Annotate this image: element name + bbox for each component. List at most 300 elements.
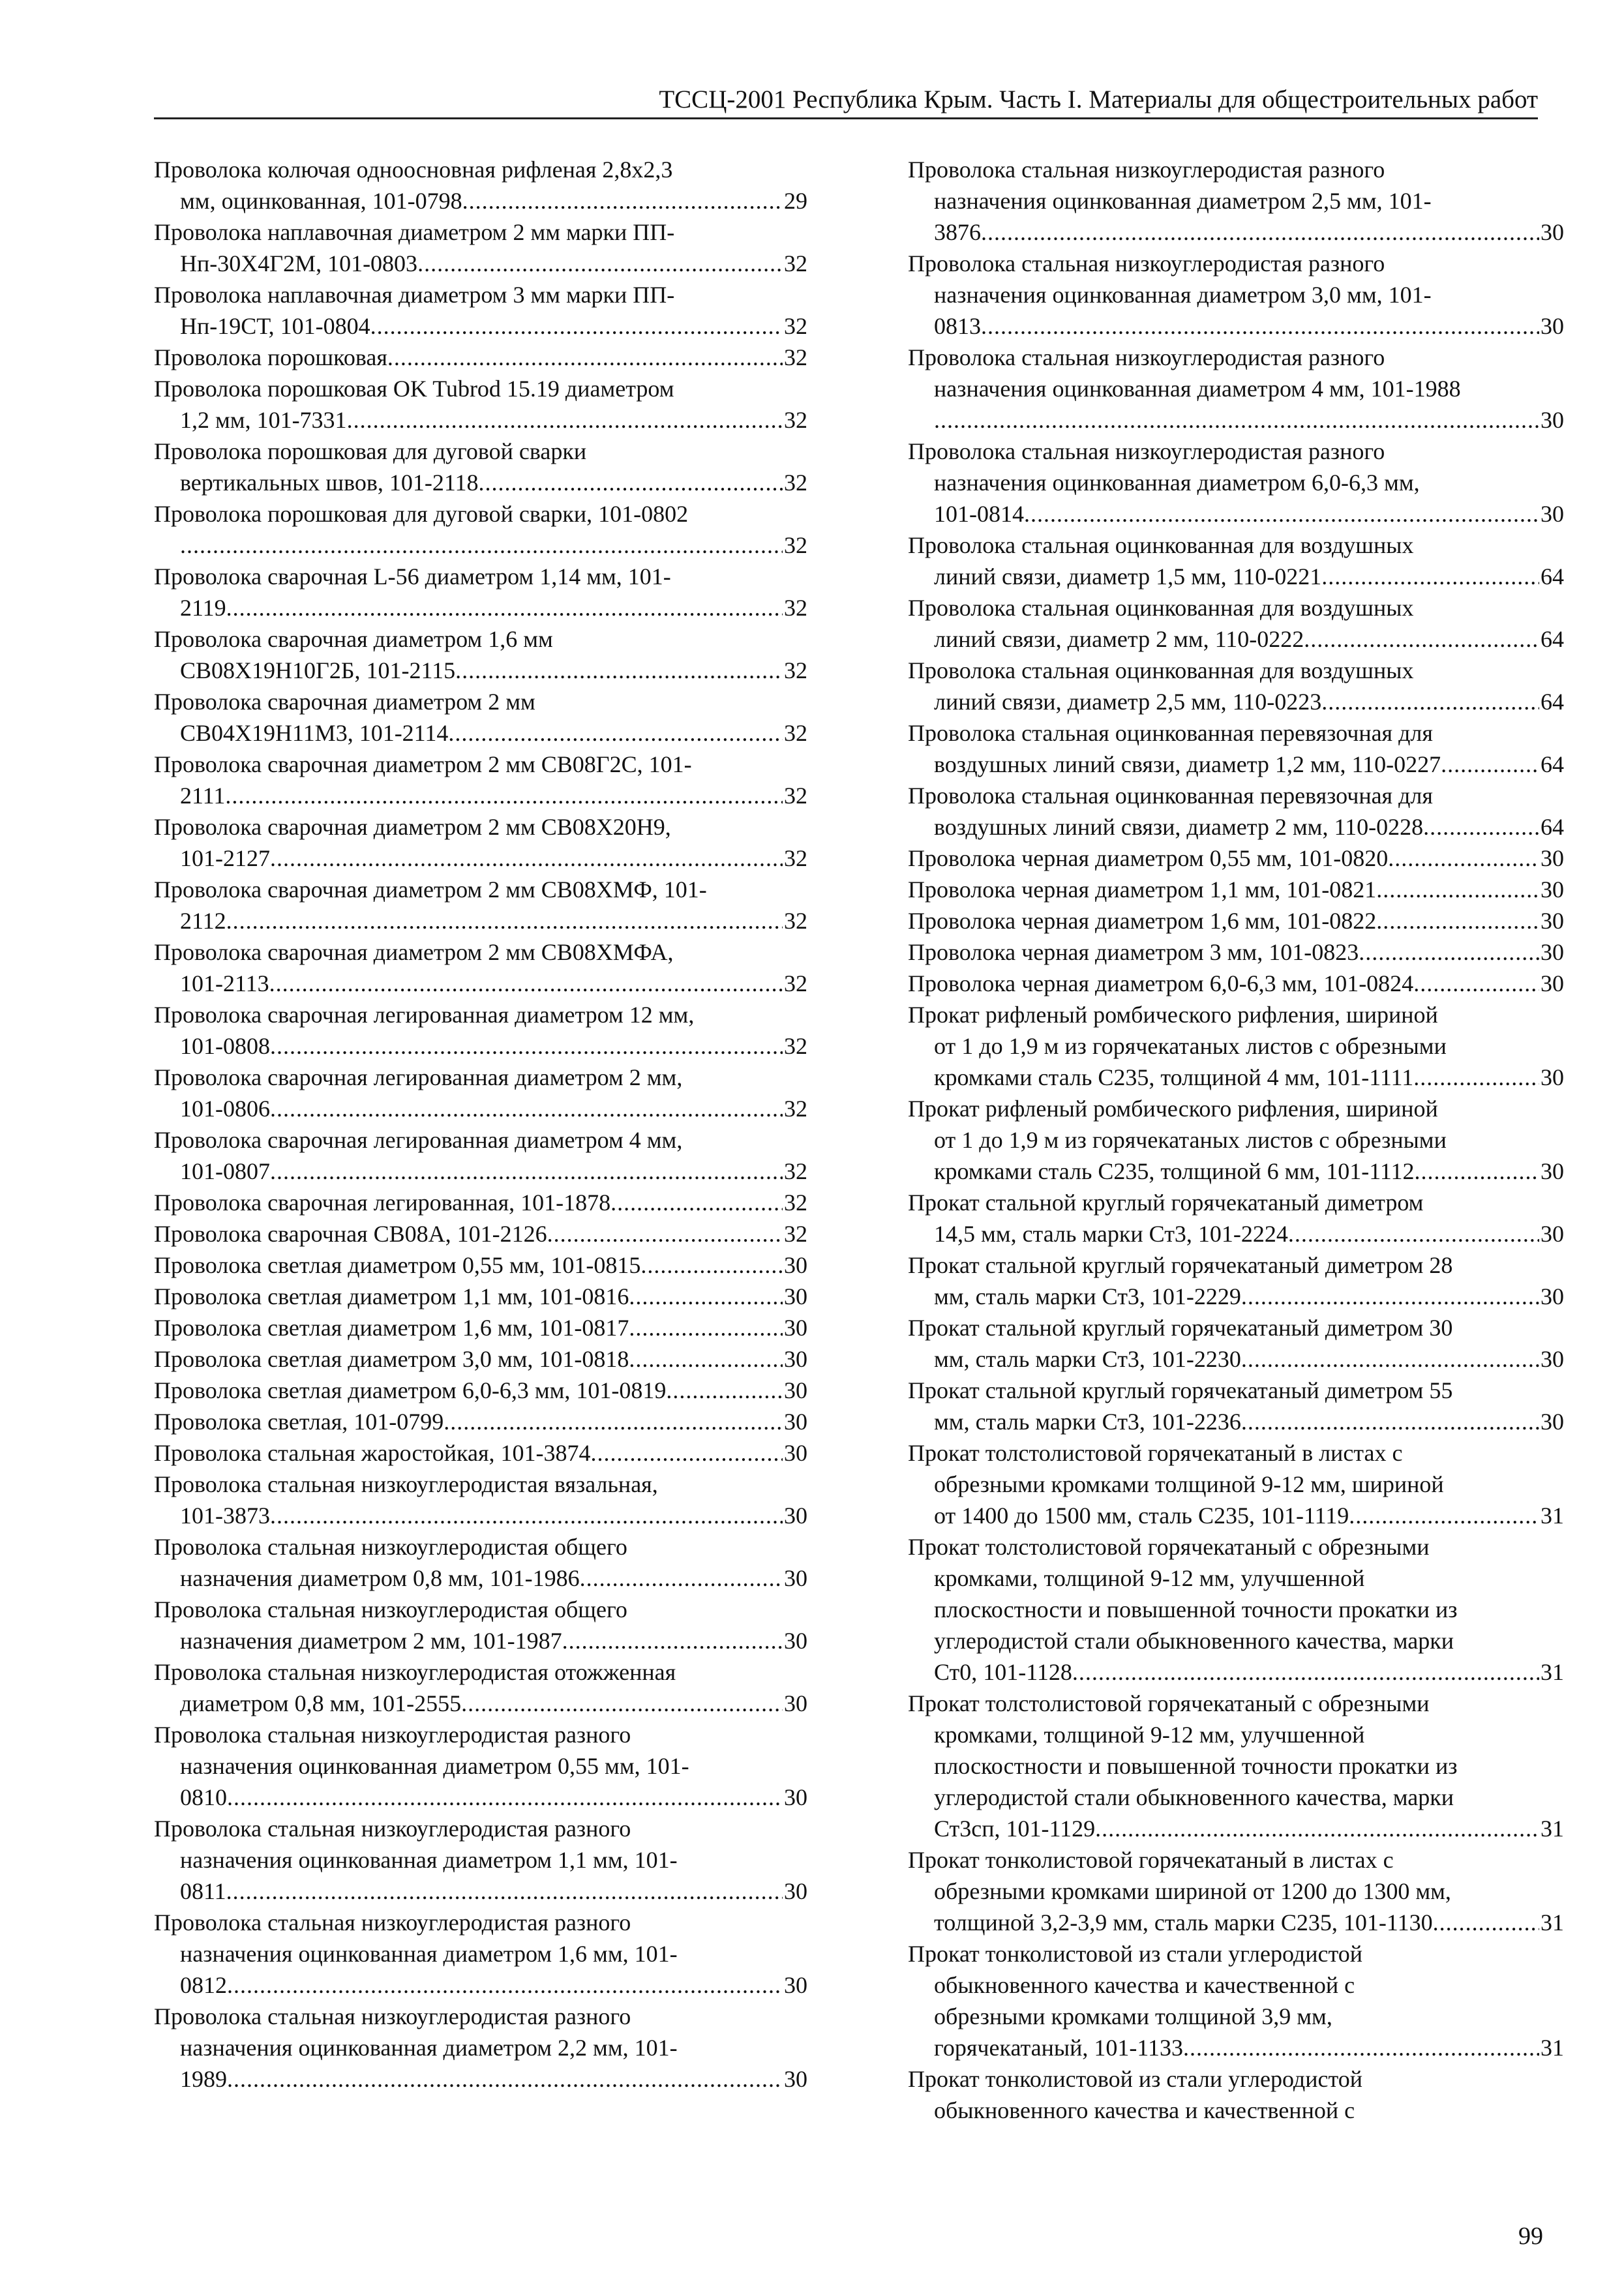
index-entry (908, 1531, 1564, 1688)
dot-leader (180, 530, 783, 561)
entry-page-number: 30 (784, 1346, 807, 1372)
entry-text: мм, оцинкованная, 101-0798 (180, 188, 462, 214)
entry-last-line (154, 467, 807, 498)
entry-text-line: обрезными кромками толщиной 9-12 мм, шириной (934, 1471, 1444, 1497)
entry-last-line (154, 404, 807, 436)
dot-leader (270, 1093, 783, 1124)
entry-page-number: 30 (1541, 407, 1564, 433)
entry-text: Проволока черная диаметром 6,0-6,3 мм, 101-0824 (908, 970, 1414, 996)
entry-last-line (154, 1218, 807, 1249)
dot-leader (227, 1782, 783, 1813)
entry-text-line: Прокат тонколистовой из стали углеродистой (908, 2066, 1363, 2092)
entry-text: 0812 (180, 1972, 227, 1998)
entry-last-line (154, 1876, 807, 1907)
entry-page-number: 30 (784, 1252, 807, 1278)
dot-leader (934, 404, 1539, 436)
index-entry (154, 1187, 807, 1218)
index-entry (154, 1594, 807, 1656)
index-entry (154, 2001, 807, 2095)
page-number: 99 (1518, 2222, 1543, 2250)
entry-text-line: Проволока стальная оцинкованная для воздушных (908, 657, 1414, 683)
entry-text: 1,2 мм, 101-7331 (180, 407, 347, 433)
entry-page-number: 30 (784, 1440, 807, 1466)
entry-text-line: Проволока сварочная диаметром 2 мм СВ08ХМФ, 101- (154, 876, 707, 903)
entry-page-number: 30 (1541, 908, 1564, 934)
entry-text-line: Проволока стальная оцинкованная перевязочная для (908, 783, 1433, 809)
index-entry (154, 1813, 807, 1907)
entry-page-number: 30 (784, 1565, 807, 1591)
dot-leader (417, 248, 783, 279)
entry-text: Ст0, 101-1128 (934, 1659, 1072, 1685)
entry-text-line: назначения оцинкованная диаметром 6,0-6,3 мм, (934, 470, 1420, 496)
entry-page-number: 30 (784, 1878, 807, 1904)
entry-text-line: Проволока стальная низкоуглеродистая разного (154, 1909, 631, 1936)
dot-leader (981, 310, 1539, 342)
entry-last-line (908, 811, 1564, 843)
dot-leader (1441, 749, 1539, 780)
index-entry (908, 843, 1564, 874)
entry-page-number: 32 (784, 657, 807, 683)
entry-text: линий связи, диаметр 2 мм, 110-0222 (934, 626, 1304, 652)
header-title: ТССЦ-2001 Республика Крым. Часть I. Материалы для общестроительных работ (659, 85, 1538, 113)
entry-text-line: от 1 до 1,9 м из горячекатаных листов с обрезными (934, 1127, 1447, 1153)
entry-text: 101-0806 (180, 1096, 270, 1122)
entry-text-line: Проволока стальная низкоуглеродистая вязальная, (154, 1471, 658, 1497)
entry-last-line (154, 1969, 807, 2001)
index-entry (908, 1312, 1564, 1375)
index-entry (154, 1312, 807, 1343)
entry-text-line: Проволока сварочная диаметром 2 мм СВ08Г2С, 101- (154, 751, 692, 777)
entry-text-line: Проволока стальная низкоуглеродистая отожженная (154, 1659, 676, 1685)
entry-page-number: 30 (784, 1690, 807, 1716)
index-entry (154, 279, 807, 342)
dot-leader (1415, 1156, 1539, 1187)
entry-page-number: 30 (1541, 939, 1564, 965)
entry-last-line (154, 1375, 807, 1406)
dot-leader (1095, 1813, 1539, 1844)
entry-text: Проволока светлая, 101-0799 (154, 1409, 444, 1435)
entry-text-line: Проволока колючая одноосновная рифленая 2,8х2,3 (154, 157, 673, 183)
entry-text: Нп-30Х4Г2М, 101-0803 (180, 250, 418, 277)
dot-leader (1183, 2032, 1539, 2063)
entry-last-line (154, 968, 807, 999)
index-entry (908, 1187, 1564, 1249)
entry-page-number: 32 (784, 1221, 807, 1247)
index-entry (908, 1249, 1564, 1312)
index-entry (154, 1343, 807, 1375)
dot-leader (270, 1030, 783, 1062)
entry-last-line (908, 217, 1564, 248)
dot-leader (370, 310, 783, 342)
entry-page-number: 32 (784, 1033, 807, 1059)
index-entry (154, 686, 807, 749)
entry-last-line (154, 1093, 807, 1124)
entry-page-number: 32 (784, 407, 807, 433)
dot-leader (1241, 1406, 1539, 1437)
entry-text: назначения диаметром 2 мм, 101-1987 (180, 1628, 562, 1654)
dot-leader (1241, 1343, 1539, 1375)
entry-page-number: 30 (1541, 876, 1564, 903)
entry-page-number: 30 (784, 1784, 807, 1810)
entry-page-number: 30 (1541, 313, 1564, 339)
entry-text: Проволока сварочная СВ08А, 101-2126 (154, 1221, 547, 1247)
entry-page-number: 30 (784, 1503, 807, 1529)
entry-page-number: 32 (784, 344, 807, 370)
entry-last-line (154, 905, 807, 936)
index-entry (154, 1124, 807, 1187)
index-entry (908, 2063, 1564, 2126)
entry-last-line (154, 1437, 807, 1469)
entry-page-number: 32 (784, 783, 807, 809)
entry-last-line (908, 874, 1564, 905)
entry-text-line: Проволока порошковая для дуговой сварки, 101-0802 (154, 501, 689, 527)
entry-text-line: Проволока наплавочная диаметром 2 мм марки ПП- (154, 219, 675, 245)
entry-text: 101-2113 (180, 970, 269, 996)
entry-text: Ст3сп, 101-1129 (934, 1816, 1096, 1842)
dot-leader (444, 1406, 783, 1437)
entry-page-number: 30 (1541, 970, 1564, 996)
index-entry (154, 1281, 807, 1312)
entry-page-number: 64 (1541, 689, 1564, 715)
entry-text-line: назначения оцинкованная диаметром 2,2 мм, 101- (180, 2035, 678, 2061)
entry-text: мм, сталь марки Ст3, 101-2236 (934, 1409, 1241, 1435)
entry-text: 2112 (180, 908, 226, 934)
index-entry (908, 248, 1564, 342)
entry-text-line: от 1 до 1,9 м из горячекатаных листов с обрезными (934, 1033, 1447, 1059)
entry-text-line: Прокат тонколистовой горячекатаный в листах с (908, 1847, 1394, 1873)
index-entry (908, 436, 1564, 530)
dot-leader (1413, 1062, 1539, 1093)
entry-page-number: 30 (784, 2066, 807, 2092)
entry-text: диаметром 0,8 мм, 101-2555 (180, 1690, 462, 1716)
entry-last-line (154, 1782, 807, 1813)
entry-page-number: 32 (784, 1189, 807, 1216)
entry-text: 101-2127 (180, 845, 270, 871)
entry-text-line: Проволока стальная низкоуглеродистая разного (908, 344, 1385, 370)
entry-last-line (908, 2032, 1564, 2063)
entry-text: мм, сталь марки Ст3, 101-2230 (934, 1346, 1241, 1372)
dot-leader (562, 1625, 783, 1656)
entry-page-number: 31 (1541, 1503, 1564, 1529)
index-entry (154, 1437, 807, 1469)
dot-leader (640, 1249, 783, 1281)
entry-text: 14,5 мм, сталь марки Ст3, 101-2224 (934, 1221, 1288, 1247)
index-entry (154, 1907, 807, 2001)
entry-last-line (154, 592, 807, 623)
entry-page-number: 30 (784, 1283, 807, 1309)
entry-text: мм, сталь марки Ст3, 101-2229 (934, 1283, 1241, 1309)
entry-last-line (154, 1156, 807, 1187)
index-entry (154, 1531, 807, 1594)
entry-text: 101-0807 (180, 1158, 270, 1184)
entry-page-number: 64 (1541, 563, 1564, 590)
entry-text: 2111 (180, 783, 226, 809)
entry-text: Проволока черная диаметром 0,55 мм, 101-0820 (908, 845, 1389, 871)
dot-leader (448, 717, 783, 749)
index-entry (154, 498, 807, 561)
dot-leader (1321, 561, 1539, 592)
index-column-left (154, 154, 807, 2095)
entry-text-line: Проволока сварочная диаметром 2 мм (154, 689, 535, 715)
entry-text-line: Прокат стальной круглый горячекатаный диметром (908, 1189, 1424, 1216)
entry-last-line (154, 310, 807, 342)
entry-page-number: 30 (784, 1972, 807, 1998)
entry-last-line (908, 686, 1564, 717)
entry-last-line (908, 905, 1564, 936)
entry-text-line: назначения оцинкованная диаметром 3,0 мм, 101- (934, 282, 1432, 308)
index-entry (154, 999, 807, 1062)
dot-leader (269, 968, 783, 999)
entry-text-line: назначения оцинкованная диаметром 1,6 мм, 101- (180, 1941, 678, 1967)
dot-leader (270, 1500, 783, 1531)
entry-last-line (908, 1281, 1564, 1312)
entry-page-number: 30 (1541, 1346, 1564, 1372)
entry-text-line: Проволока порошковая OK Tubrod 15.19 диаметром (154, 376, 674, 402)
dot-leader (610, 1187, 783, 1218)
entry-text-line: Прокат рифленый ромбического рифления, шириной (908, 1096, 1438, 1122)
dot-leader (1024, 498, 1539, 530)
dot-leader (270, 1156, 783, 1187)
index-entry (154, 1375, 807, 1406)
entry-page-number: 32 (784, 470, 807, 496)
entry-last-line (154, 780, 807, 811)
entry-page-number: 32 (784, 970, 807, 996)
entry-page-number: 32 (784, 250, 807, 277)
entry-last-line (908, 1656, 1564, 1688)
entry-text-line: плоскостности и повышенной точности прокатки из (934, 1753, 1458, 1779)
index-entry (154, 1249, 807, 1281)
entry-text: Проволока сварочная легированная, 101-1878 (154, 1189, 611, 1216)
entry-text: толщиной 3,2-3,9 мм, сталь марки С235, 101-1130 (934, 1909, 1433, 1936)
dot-leader (225, 780, 783, 811)
entry-page-number: 30 (1541, 501, 1564, 527)
entry-text: назначения диаметром 0,8 мм, 101-1986 (180, 1565, 580, 1591)
entry-text-line: назначения оцинкованная диаметром 1,1 мм, 101- (180, 1847, 678, 1873)
entry-text-line: Прокат рифленый ромбического рифления, шириной (908, 1002, 1438, 1028)
dot-leader (1288, 1218, 1539, 1249)
entry-text: 2119 (180, 595, 226, 621)
dot-leader (591, 1437, 783, 1469)
entry-last-line (154, 843, 807, 874)
entry-text-line: Проволока порошковая для дуговой сварки (154, 438, 587, 464)
index-entry (908, 968, 1564, 999)
entry-text-line: Проволока стальная низкоуглеродистая разного (154, 2003, 631, 2029)
entry-text-line: Проволока стальная оцинкованная для воздушных (908, 595, 1414, 621)
entry-text-line: Прокат толстолистовой горячекатаный с обрезными (908, 1690, 1430, 1716)
entry-text-line: Проволока сварочная легированная диаметром 4 мм, (154, 1127, 683, 1153)
index-entry (908, 1093, 1564, 1187)
entry-last-line (908, 310, 1564, 342)
index-column-right (908, 154, 1564, 2126)
entry-text: 3876 (934, 219, 981, 245)
entry-last-line (154, 1406, 807, 1437)
entry-page-number: 30 (1541, 219, 1564, 245)
index-entry (908, 999, 1564, 1093)
entry-last-line (908, 968, 1564, 999)
entry-last-line (908, 498, 1564, 530)
entry-text: Проволока светлая диаметром 6,0-6,3 мм, 101-0819 (154, 1377, 667, 1403)
index-entry (154, 217, 807, 279)
index-entry (908, 1844, 1564, 1938)
entry-last-line (154, 655, 807, 686)
entry-text: Нп-19СТ, 101-0804 (180, 313, 370, 339)
index-entry (908, 154, 1564, 248)
index-entry (908, 717, 1564, 780)
entry-text: 0811 (180, 1878, 226, 1904)
entry-last-line (154, 1187, 807, 1218)
entry-last-line (154, 2063, 807, 2095)
entry-text-line: кромками, толщиной 9-12 мм, улучшенной (934, 1565, 1365, 1591)
dot-leader (226, 905, 783, 936)
entry-last-line (908, 1343, 1564, 1375)
dot-leader (227, 2063, 783, 2095)
entry-last-line (908, 1218, 1564, 1249)
entry-text: 101-0808 (180, 1033, 270, 1059)
index-entry (908, 592, 1564, 655)
entry-page-number: 31 (1541, 1659, 1564, 1685)
entry-page-number: 30 (784, 1628, 807, 1654)
entry-last-line (908, 1062, 1564, 1093)
index-entry (154, 1469, 807, 1531)
entry-text-line: Проволока стальная низкоуглеродистая разного (908, 250, 1385, 277)
entry-text-line: Прокат толстолистовой горячекатаный с обрезными (908, 1534, 1430, 1560)
entry-page-number: 64 (1541, 626, 1564, 652)
entry-last-line (154, 1343, 807, 1375)
index-entry (154, 811, 807, 874)
entry-text-line: Проволока стальная низкоуглеродистая разного (154, 1722, 631, 1748)
entry-page-number: 29 (784, 188, 807, 214)
index-entry (908, 342, 1564, 436)
entry-last-line (154, 1312, 807, 1343)
dot-leader (1413, 968, 1539, 999)
index-entry (154, 1719, 807, 1813)
dot-leader (461, 1688, 783, 1719)
index-entry (154, 749, 807, 811)
index-entry (908, 936, 1564, 968)
entry-text: линий связи, диаметр 1,5 мм, 110-0221 (934, 563, 1322, 590)
entry-text-line: Проволока сварочная легированная диаметром 2 мм, (154, 1064, 683, 1090)
entry-text-line: углеродистой стали обыкновенного качества, марки (934, 1784, 1454, 1810)
entry-text-line: кромками, толщиной 9-12 мм, улучшенной (934, 1722, 1365, 1748)
entry-page-number: 30 (784, 1377, 807, 1403)
index-entry (154, 623, 807, 686)
entry-text: от 1400 до 1500 мм, сталь С235, 101-1119 (934, 1503, 1349, 1529)
entry-text: 0810 (180, 1784, 227, 1810)
entry-text-line: Проволока стальная оцинкованная перевязочная для (908, 720, 1433, 746)
entry-text: 101-0814 (934, 501, 1024, 527)
entry-page-number: 30 (1541, 1409, 1564, 1435)
entry-last-line (154, 717, 807, 749)
entry-text-line: назначения оцинкованная диаметром 2,5 мм, 101- (934, 188, 1432, 214)
index-entry (908, 780, 1564, 843)
index-entry (154, 436, 807, 498)
entry-text: Проволока стальная жаростойкая, 101-3874 (154, 1440, 591, 1466)
entry-text-line: Проволока стальная оцинкованная для воздушных (908, 532, 1414, 558)
entry-page-number: 32 (784, 845, 807, 871)
entry-text: Проволока светлая диаметром 1,1 мм, 101-0816 (154, 1283, 629, 1309)
entry-text: СВ04Х19Н11М3, 101-2114 (180, 720, 449, 746)
entry-text: воздушных линий связи, диаметр 2 мм, 110-0228 (934, 814, 1424, 840)
entry-last-line (154, 185, 807, 217)
entry-page-number: 64 (1541, 751, 1564, 777)
entry-text: горячекатаный, 101-1133 (934, 2035, 1184, 2061)
entry-text: Проволока светлая диаметром 1,6 мм, 101-0817 (154, 1315, 629, 1341)
entry-last-line (154, 1500, 807, 1531)
entry-last-line (908, 623, 1564, 655)
dot-leader (1359, 936, 1539, 968)
index-entry (154, 1406, 807, 1437)
entry-text-line: Проволока стальная низкоуглеродистая разного (908, 438, 1385, 464)
entry-text-line: Прокат толстолистовой горячекатаный в листах с (908, 1440, 1403, 1466)
entry-text-line: Проволока стальная низкоуглеродистая разного (154, 1816, 631, 1842)
entry-page-number: 32 (784, 908, 807, 934)
entry-last-line (154, 1688, 807, 1719)
entry-page-number: 32 (784, 595, 807, 621)
entry-last-line (908, 1813, 1564, 1844)
dot-leader (479, 467, 783, 498)
entry-text-line: назначения оцинкованная диаметром 4 мм, 101-1988 (934, 376, 1461, 402)
dot-leader (462, 185, 783, 217)
entry-last-line (154, 1281, 807, 1312)
entry-last-line (154, 342, 807, 373)
dot-leader (347, 404, 783, 436)
entry-text: Проволока черная диаметром 1,1 мм, 101-0821 (908, 876, 1377, 903)
dot-leader (629, 1343, 783, 1375)
entry-text: Проволока черная диаметром 1,6 мм, 101-0822 (908, 908, 1377, 934)
entry-last-line (908, 843, 1564, 874)
entry-last-line (154, 1249, 807, 1281)
dot-leader (227, 1969, 783, 2001)
dot-leader (455, 655, 783, 686)
entry-text: Проволока черная диаметром 3 мм, 101-0823 (908, 939, 1359, 965)
dot-leader (1433, 1907, 1539, 1938)
entry-last-line (154, 248, 807, 279)
index-entry (908, 655, 1564, 717)
entry-text-line: плоскостности и повышенной точности прокатки из (934, 1596, 1458, 1623)
entry-text: воздушных линий связи, диаметр 1,2 мм, 110-0227 (934, 751, 1441, 777)
entry-last-line (908, 1500, 1564, 1531)
running-header (154, 83, 1538, 119)
index-entry (908, 1375, 1564, 1437)
entry-text: Проволока порошковая (154, 344, 387, 370)
index-entry (908, 1938, 1564, 2063)
index-entry (154, 154, 807, 217)
entry-last-line (908, 1907, 1564, 1938)
entry-page-number: 32 (784, 1096, 807, 1122)
entry-page-number: 30 (1541, 1158, 1564, 1184)
entry-last-line (908, 1156, 1564, 1187)
index-entry (154, 342, 807, 373)
index-entry (908, 1688, 1564, 1844)
entry-page-number: 30 (1541, 1283, 1564, 1309)
dot-leader (1304, 623, 1539, 655)
entry-text-line: Проволока сварочная легированная диаметром 12 мм, (154, 1002, 695, 1028)
index-entry (908, 874, 1564, 905)
dot-leader (1423, 811, 1539, 843)
dot-leader (629, 1281, 783, 1312)
entry-text-line: Проволока сварочная L-56 диаметром 1,14 мм, 101- (154, 563, 671, 590)
dot-leader (270, 843, 783, 874)
entry-page-number: 30 (1541, 845, 1564, 871)
entry-text: 0813 (934, 313, 981, 339)
entry-page-number: 30 (1541, 1221, 1564, 1247)
entry-text-line: обыкновенного качества и качественной с (934, 1972, 1355, 1998)
entry-text-line: Прокат стальной круглый горячекатаный диметром 55 (908, 1377, 1453, 1403)
entry-last-line (154, 530, 807, 561)
entry-text: 1989 (180, 2066, 227, 2092)
entry-last-line (154, 1625, 807, 1656)
entry-page-number: 30 (1541, 1064, 1564, 1090)
